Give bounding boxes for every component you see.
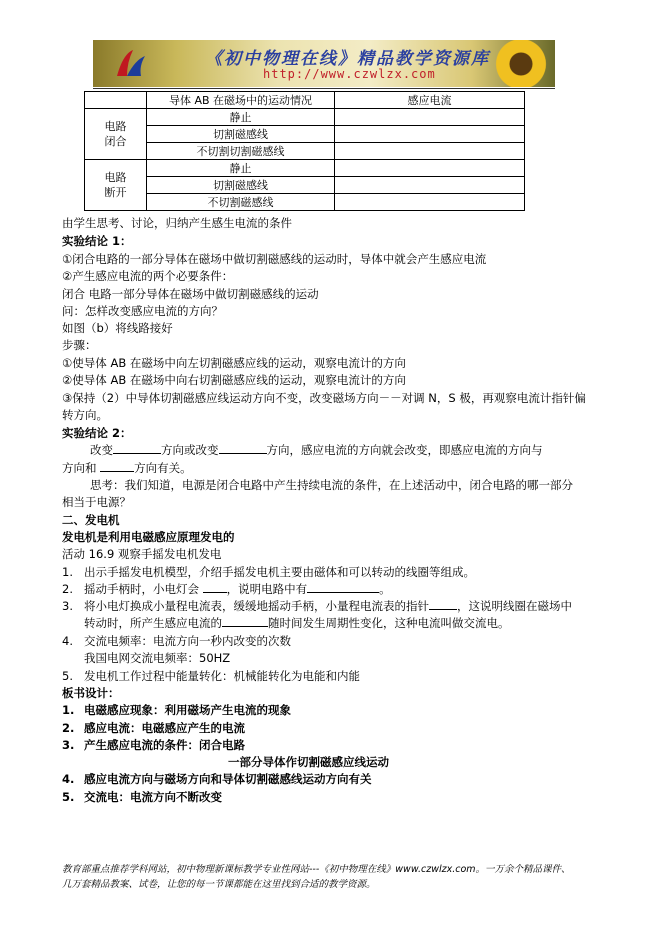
section-heading: 实验结论 1： bbox=[62, 234, 132, 248]
table-cell: 切割磁感线 bbox=[147, 177, 335, 194]
text-line: ②使导体 AB 在磁场中向右切割磁感应线的运动，观察电流计的方向 bbox=[62, 373, 406, 387]
blank-field[interactable] bbox=[219, 442, 267, 454]
sunflower-image bbox=[493, 40, 549, 87]
text-line: 我国电网交流电频率：50HZ bbox=[84, 651, 231, 665]
table-cell: 切割磁感线 bbox=[147, 126, 335, 143]
text-line: ②产生感应电流的两个必要条件： bbox=[62, 269, 234, 283]
board-item: 3. 产生感应电流的条件：闭合电路 bbox=[62, 738, 245, 752]
table-cell: 不切割磁感线 bbox=[147, 194, 335, 211]
footer-line: 教育部重点推荐学科网站，初中物理新课标教学专业性网站---《初中物理在线》www.czwlzx.com。一万余个精品课件、 bbox=[62, 864, 571, 875]
table-answer-cell bbox=[335, 143, 525, 160]
text-line: ①闭合电路的一部分导体在磁场中做切割磁感线的运动时，导体中就会产生感应电流 bbox=[62, 252, 487, 266]
fill-blank-line: 改变 方向或改变 方向，感应电流的方向就会改变，即感应电流的方向与 bbox=[90, 443, 543, 457]
list-number: 3. bbox=[62, 599, 73, 613]
board-item: 2. 感应电流：电磁感应产生的电流 bbox=[62, 721, 245, 735]
blank-field[interactable] bbox=[429, 598, 457, 610]
table-header-row bbox=[85, 92, 525, 109]
board-item-continued: 一部分导体作切割磁感应线运动 bbox=[228, 755, 389, 769]
text-line: ③保持（2）中导体切割磁感应线运动方向不变，改变磁场方向－－对调 N，S 极，再观察电流计指针偏 bbox=[62, 391, 586, 405]
list-number: 5. bbox=[62, 669, 73, 683]
text-line: 如图（b）将线路接好 bbox=[62, 321, 173, 335]
list-item: 4. 交流电频率：电流方向一秒内改变的次数 bbox=[62, 634, 291, 648]
blank-field[interactable] bbox=[203, 581, 227, 593]
section-heading: 板书设计： bbox=[62, 686, 120, 700]
experiment-table bbox=[84, 91, 525, 211]
table-answer-cell bbox=[335, 109, 525, 126]
text-line: 转方向。 bbox=[62, 408, 108, 422]
list-item-continued: 转动时，所产生感应电流的 随时间发生周期性变化，这种电流叫做交流电。 bbox=[84, 616, 510, 630]
list-number: 4. bbox=[62, 634, 73, 648]
page-footer bbox=[62, 862, 602, 892]
blank-field[interactable] bbox=[100, 460, 134, 472]
footer-line: 几万套精品教案、试卷，让您的每一节课都能在这里找到合适的教学资源。 bbox=[62, 879, 376, 890]
table-header-blank bbox=[85, 92, 147, 109]
table-row bbox=[85, 160, 525, 177]
table-cell: 静止 bbox=[147, 109, 335, 126]
group-label-open: 电路 断开 bbox=[85, 160, 147, 211]
text-line: 闭合 电路一部分导体在磁场中做切割磁感线的运动 bbox=[62, 287, 319, 301]
text-line: 相当于电源？ bbox=[62, 495, 131, 509]
blank-field[interactable] bbox=[222, 615, 268, 627]
section-heading: 实验结论 2： bbox=[62, 426, 132, 440]
fill-blank-line: 方向和 方向有关。 bbox=[62, 461, 192, 475]
text-line: ①使导体 AB 在磁场中向左切割磁感应线的运动，观察电流计的方向 bbox=[62, 356, 406, 370]
header-banner bbox=[93, 40, 555, 87]
board-item: 5. 交流电：电流方向不断改变 bbox=[62, 790, 222, 804]
list-item: 1. 出示手摇发电机模型，介绍手摇发电机主要由磁体和可以转动的线圈等组成。 bbox=[62, 565, 475, 579]
site-logo-icon bbox=[113, 46, 149, 82]
banner-title: 《初中物理在线》精品教学资源库 bbox=[205, 49, 490, 69]
section-heading: 二、发电机 bbox=[62, 513, 120, 527]
table-row bbox=[85, 177, 525, 194]
table-row bbox=[85, 194, 525, 211]
table-answer-cell bbox=[335, 126, 525, 143]
blank-field[interactable] bbox=[113, 442, 161, 454]
list-item: 3. 将小电灯换成小量程电流表，缓缓地摇动手柄，小量程电流表的指针 ，这说明线圈在磁场中 bbox=[62, 599, 572, 613]
list-number: 1. bbox=[62, 565, 73, 579]
table-row bbox=[85, 109, 525, 126]
text-line: 由学生思考、讨论，归纳产生感生电流的条件 bbox=[62, 216, 292, 230]
table-header-motion: 导体 AB 在磁场中的运动情况 bbox=[147, 92, 335, 109]
banner-url[interactable]: http://www.czwlzx.com bbox=[263, 67, 436, 81]
text-line: 问：怎样改变感应电流的方向？ bbox=[62, 304, 223, 318]
table-answer-cell bbox=[335, 177, 525, 194]
blank-field[interactable] bbox=[307, 581, 379, 593]
table-cell: 静止 bbox=[147, 160, 335, 177]
group-label-closed: 电路 闭合 bbox=[85, 109, 147, 160]
table-cell: 不切割切割磁感线 bbox=[147, 143, 335, 160]
table-row bbox=[85, 126, 525, 143]
header-rule bbox=[93, 88, 555, 89]
list-item: 2. 摇动手柄时，小电灯会 ，说明电路中有 。 bbox=[62, 582, 391, 596]
text-line: 步骤： bbox=[62, 338, 97, 352]
board-item: 1. 电磁感应现象：利用磁场产生电流的现象 bbox=[62, 703, 291, 717]
text-line: 活动 16.9 观察手摇发电机发电 bbox=[62, 547, 222, 561]
table-answer-cell bbox=[335, 194, 525, 211]
text-line: 思考：我们知道，电源是闭合电路中产生持续电流的条件，在上述活动中，闭合电路的哪一部分 bbox=[90, 478, 573, 492]
table-header-current: 感应电流 bbox=[335, 92, 525, 109]
section-heading: 发电机是利用电磁感应原理发电的 bbox=[62, 530, 235, 544]
table-row bbox=[85, 143, 525, 160]
list-number: 2. bbox=[62, 582, 73, 596]
list-item: 5. 发电机工作过程中能量转化：机械能转化为电能和内能 bbox=[62, 669, 360, 683]
table-answer-cell bbox=[335, 160, 525, 177]
board-item: 4. 感应电流方向与磁场方向和导体切割磁感线运动方向有关 bbox=[62, 772, 372, 786]
